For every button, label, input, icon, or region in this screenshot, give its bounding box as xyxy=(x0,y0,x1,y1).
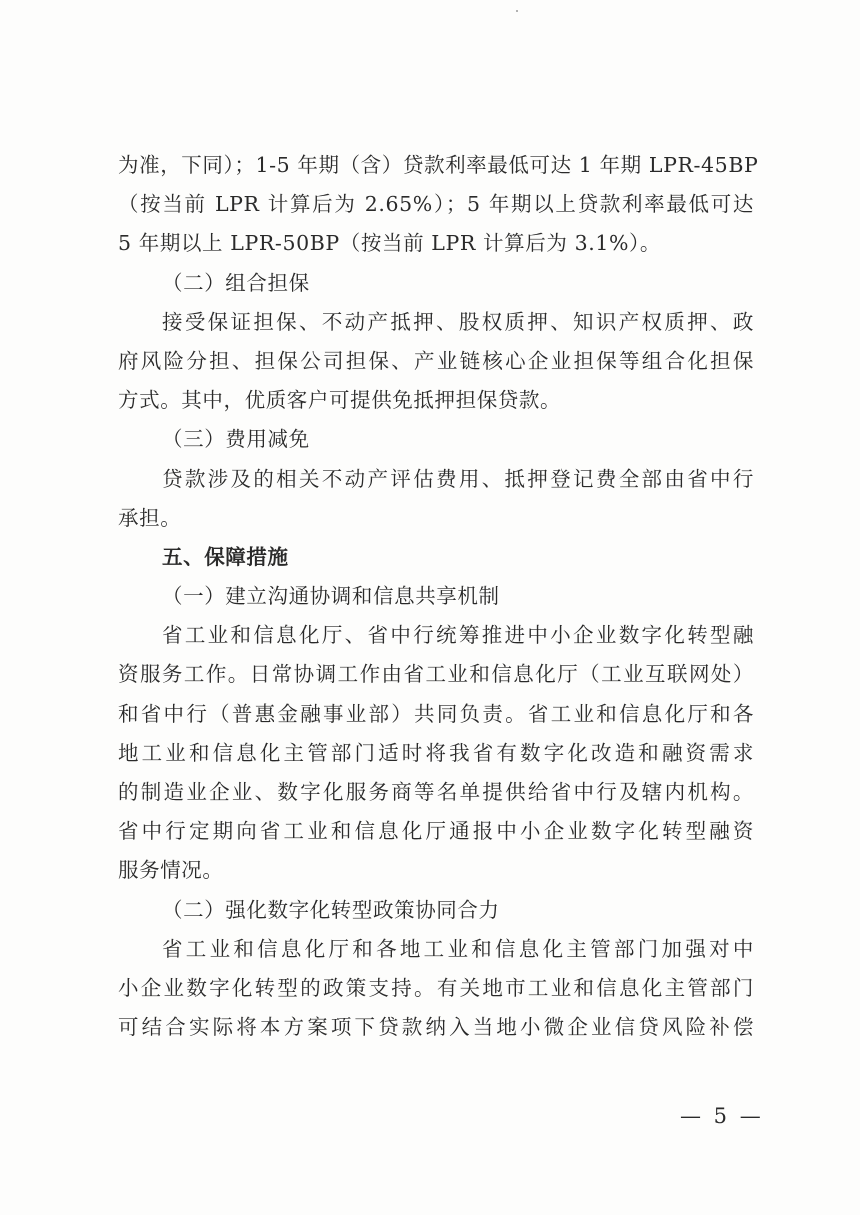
section-heading: （一）建立沟通协调和信息共享机制 xyxy=(162,584,500,609)
scan-speck xyxy=(516,10,518,12)
paragraph-line: 的制造业企业、数字化服务商等名单提供给省中行及辖内机构。 xyxy=(118,780,754,804)
section-heading: （三）费用减免 xyxy=(162,427,310,452)
paragraph-line: 府风险分担、担保公司担保、产业链核心企业担保等组合化担保 xyxy=(118,348,754,373)
document-body xyxy=(118,146,759,1047)
paragraph-line: 服务情况。 xyxy=(118,858,224,883)
section-heading: （二）强化数字化转型政策协同合力 xyxy=(162,897,500,922)
page-number: — 5 — xyxy=(680,1104,764,1128)
paragraph-line: 接受保证担保、不动产抵押、股权质押、知识产权质押、政 xyxy=(162,309,754,334)
paragraph-line: 贷款涉及的相关不动产评估费用、抵押登记费全部由省中行 xyxy=(162,466,754,491)
paragraph-line: 为准，下同）；1-5 年期（含）贷款利率最低可达 1 年期 LPR-45BP xyxy=(118,153,759,177)
paragraph-line: 省工业和信息化厅和各地工业和信息化主管部门加强对中 xyxy=(162,936,754,961)
paragraph-line: 和省中行（普惠金融事业部）共同负责。省工业和信息化厅和各 xyxy=(118,701,754,726)
paragraph-line: 可结合实际将本方案项下贷款纳入当地小微企业信贷风险补偿 xyxy=(118,1015,754,1040)
paragraph-line: 小企业数字化转型的政策支持。有关地市工业和信息化主管部门 xyxy=(118,975,754,1000)
section-heading: （二）组合担保 xyxy=(162,270,310,295)
paragraph-line: 5 年期以上 LPR-50BP（按当前 LPR 计算后为 3.1%）。 xyxy=(118,231,662,256)
paragraph-line: （按当前 LPR 计算后为 2.65%）；5 年期以上贷款利率最低可达 xyxy=(118,192,754,217)
paragraph-line: 资服务工作。日常协调工作由省工业和信息化厅（工业互联网处） xyxy=(118,662,754,687)
paragraph-line: 省中行定期向省工业和信息化厅通报中小企业数字化转型融资 xyxy=(118,819,754,844)
paragraph-line: 省工业和信息化厅、省中行统筹推进中小企业数字化转型融 xyxy=(162,623,754,648)
paragraph-line: 承担。 xyxy=(118,505,182,530)
paragraph-line: 方式。其中，优质客户可提供免抵押担保贷款。 xyxy=(118,388,562,413)
paragraph-line: 地工业和信息化主管部门适时将我省有数字化改造和融资需求 xyxy=(118,740,754,765)
chapter-heading: 五、保障措施 xyxy=(162,544,289,569)
